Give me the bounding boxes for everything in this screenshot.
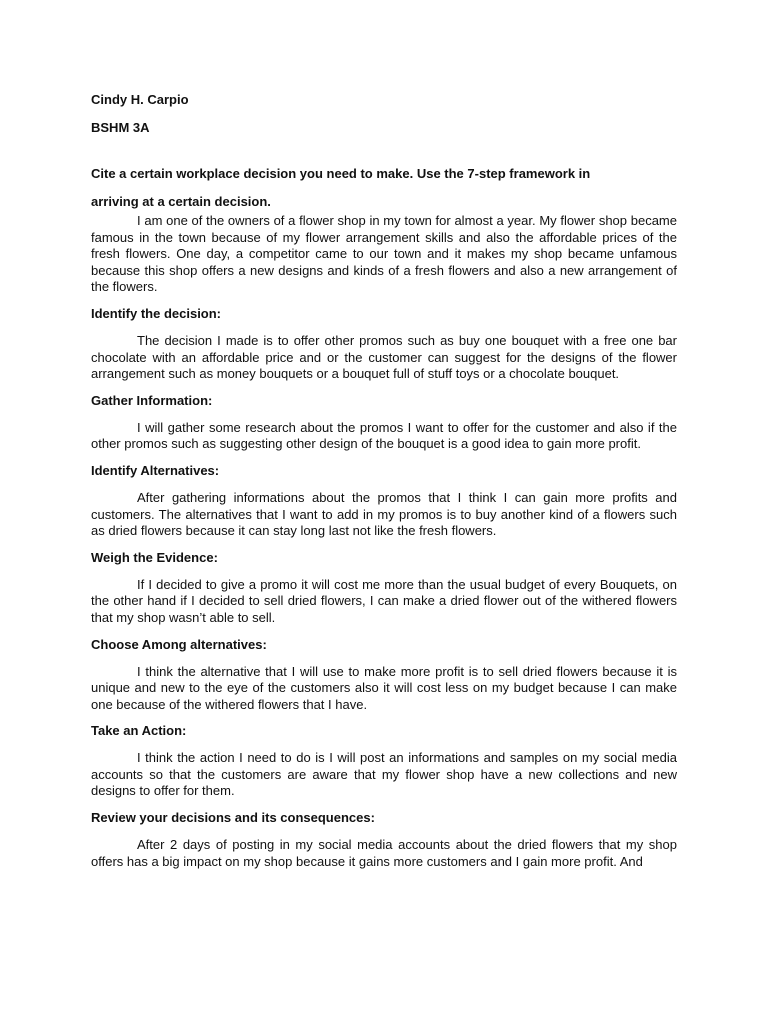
step-take-action: [91, 723, 677, 800]
step-gather-information: [91, 393, 677, 453]
assignment-question: [91, 166, 677, 210]
question-line-1: Cite a certain workplace decision you need to make. Use the 7-step framework in: [91, 166, 591, 181]
step-paragraph: After gathering informations about the promos that I think I can gain more profits and customers. The alternatives that I want to add in my promos is to buy another kind of a flowers such as dried flowers because it can stay long last not like the fresh flowers.: [91, 489, 677, 539]
author-name: Cindy H. Carpio: [91, 92, 189, 107]
step-paragraph: The decision I made is to offer other promos such as buy one bouquet with a free one bar chocolate with an affordable price and or the customer can suggest for the designs of the flower arrangement such as money bouquets or a bouquet full of stuff toys or a chocolate bouquet.: [91, 332, 677, 382]
step-paragraph: I think the action I need to do is I will post an informations and samples on my social media accounts so that the customers are aware that my flower shop have a new collections and new designs to offer for them.: [91, 750, 677, 799]
step-heading: Choose Among alternatives:: [91, 636, 267, 652]
question-line-2: arriving at a certain decision.: [91, 194, 271, 209]
step-identify-decision: [91, 306, 677, 383]
step-paragraph: If I decided to give a promo it will cost me more than the usual budget of every Bouquets, on the other hand if I decided to sell dried flowers, I can make a dried flower out of the withered flowers that my shop wasn’t able to sell.: [91, 576, 677, 625]
intro-paragraph: I am one of the owners of a flower shop in my town for almost a year. My flower shop became famous in the town because of my flower arrangement skills and also the affordable prices of the fresh flowers. One day, a competitor came to our town and it makes my shop became unfamous because this shop offers a new designs and kinds of a fresh flowers and also a new arrangement of the flowers.: [91, 213, 677, 295]
step-paragraph: I will gather some research about the promos I want to offer for the customer and also if the other promos such as suggesting other design of the bouquet is a good idea to gain more profit.: [91, 419, 677, 452]
step-heading: Identify Alternatives:: [91, 462, 220, 478]
step-paragraph: After 2 days of posting in my social media accounts about the dried flowers that my shop offers has a big impact on my shop because it gains more customers and I gain more profit. And: [91, 837, 677, 869]
step-heading: Identify the decision:: [91, 305, 222, 321]
step-choose-alternatives: [91, 637, 677, 714]
step-weigh-evidence: [91, 550, 677, 627]
step-heading: Weigh the Evidence:: [91, 549, 218, 565]
author-section: BSHM 3A: [91, 120, 150, 135]
step-heading: Review your decisions and its consequences:: [91, 810, 375, 826]
step-identify-alternatives: [91, 463, 677, 540]
step-paragraph: I think the alternative that I will use to make more profit is to sell dried flowers because it is unique and new to the eye of the customers also it will cost less on my budget because I can make one because of the withered flowers that I have.: [91, 663, 677, 712]
document-body: [91, 92, 677, 870]
step-heading: Gather Information:: [91, 392, 213, 408]
step-heading: Take an Action:: [91, 723, 187, 739]
step-review-decisions: [91, 810, 677, 870]
